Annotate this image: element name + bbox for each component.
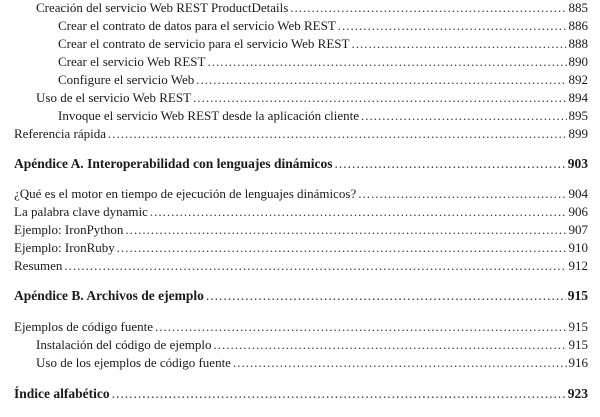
toc-entry xyxy=(58,107,588,125)
toc-entry-title: Ejemplo: IronPython xyxy=(14,222,124,237)
leader-dots xyxy=(233,354,567,372)
leader-dots xyxy=(290,0,566,17)
leader-dots xyxy=(112,385,566,403)
toc-entry-title: Creación del servicio Web REST ProductDetails xyxy=(36,0,289,15)
toc-entry-title: Crear el servicio Web REST xyxy=(58,54,206,69)
toc-entry xyxy=(36,336,588,354)
toc-entry-page: 915 xyxy=(567,288,588,303)
toc-entry xyxy=(58,17,588,35)
leader-dots xyxy=(155,318,567,336)
toc-entry xyxy=(14,185,588,203)
leader-dots xyxy=(108,125,566,143)
leader-dots xyxy=(125,221,566,239)
toc-entry-page: 892 xyxy=(568,72,588,87)
toc-entry xyxy=(58,35,588,53)
toc-entry xyxy=(14,239,588,257)
toc-entry-title: Crear el contrato de servicio para el servicio Web REST xyxy=(58,36,350,51)
toc-entry-title: Ejemplo: IronRuby xyxy=(14,240,115,255)
leader-dots xyxy=(117,239,567,257)
toc-appendix-heading xyxy=(14,155,588,173)
leader-dots xyxy=(193,89,566,107)
leader-dots xyxy=(361,107,567,125)
leader-dots xyxy=(150,203,567,221)
toc-entry xyxy=(36,0,588,17)
toc-entry xyxy=(14,318,588,336)
toc-entry-title: Apéndice A. Interoperabilidad con lenguajes dinámicos xyxy=(14,156,333,171)
toc-entry xyxy=(14,221,588,239)
toc-entry-page: 904 xyxy=(568,186,588,201)
toc-entry-title: Apéndice B. Archivos de ejemplo xyxy=(14,288,204,303)
toc-entry xyxy=(58,53,588,71)
leader-dots xyxy=(335,155,566,173)
toc-entry-page: 890 xyxy=(568,54,588,69)
leader-dots xyxy=(196,71,566,89)
toc-entry-title: Uso de el servicio Web REST xyxy=(36,90,192,105)
leader-dots xyxy=(351,35,566,53)
toc-entry-page: 915 xyxy=(568,337,588,352)
toc-entry-title: Invoque el servicio Web REST desde la aplicación cliente xyxy=(58,108,359,123)
toc-entry xyxy=(14,125,588,143)
toc-entry-title: Uso de los ejemplos de código fuente xyxy=(36,355,231,370)
leader-dots xyxy=(213,336,566,354)
toc-entry-page: 895 xyxy=(568,108,588,123)
toc-entry-title: Instalación del código de ejemplo xyxy=(36,337,212,352)
toc-entry-page: 912 xyxy=(568,258,588,273)
toc-entry-page: 886 xyxy=(568,18,588,33)
leader-dots xyxy=(338,17,567,35)
toc-entry xyxy=(58,71,588,89)
toc-entry-title: Índice alfabético xyxy=(14,386,110,401)
leader-dots xyxy=(207,53,566,71)
toc-entry-title: La palabra clave dynamic xyxy=(14,204,148,219)
toc-entry-page: 888 xyxy=(568,36,588,51)
toc-entry-page: 894 xyxy=(568,90,588,105)
toc-entry-page: 906 xyxy=(568,204,588,219)
leader-dots xyxy=(64,257,566,275)
toc-entry-page: 903 xyxy=(567,156,588,171)
toc-entry-page: 899 xyxy=(568,126,588,141)
toc-entry-page: 910 xyxy=(568,240,588,255)
toc-entry xyxy=(36,354,588,372)
toc-entry-title: Ejemplos de código fuente xyxy=(14,319,153,334)
toc-entry-page: 885 xyxy=(568,0,588,15)
leader-dots xyxy=(206,287,566,305)
toc-entry-page: 907 xyxy=(568,222,588,237)
toc-index-heading xyxy=(14,385,588,403)
toc-entry-title: Crear el contrato de datos para el servicio Web REST xyxy=(58,18,336,33)
toc-entry-title: Resumen xyxy=(14,258,63,273)
toc-entry-page: 915 xyxy=(568,319,588,334)
toc-entry-title: ¿Qué es el motor en tiempo de ejecución de lenguajes dinámicos? xyxy=(14,186,357,201)
toc-entry-page: 923 xyxy=(567,386,588,401)
toc-appendix-heading xyxy=(14,287,588,305)
toc-entry xyxy=(36,89,588,107)
toc-entry-title: Configure el servicio Web xyxy=(58,72,195,87)
toc-entry-page: 916 xyxy=(568,355,588,370)
leader-dots xyxy=(358,185,566,203)
toc-entry xyxy=(14,257,588,275)
toc-entry-title: Referencia rápida xyxy=(14,126,107,141)
toc-entry xyxy=(14,203,588,221)
